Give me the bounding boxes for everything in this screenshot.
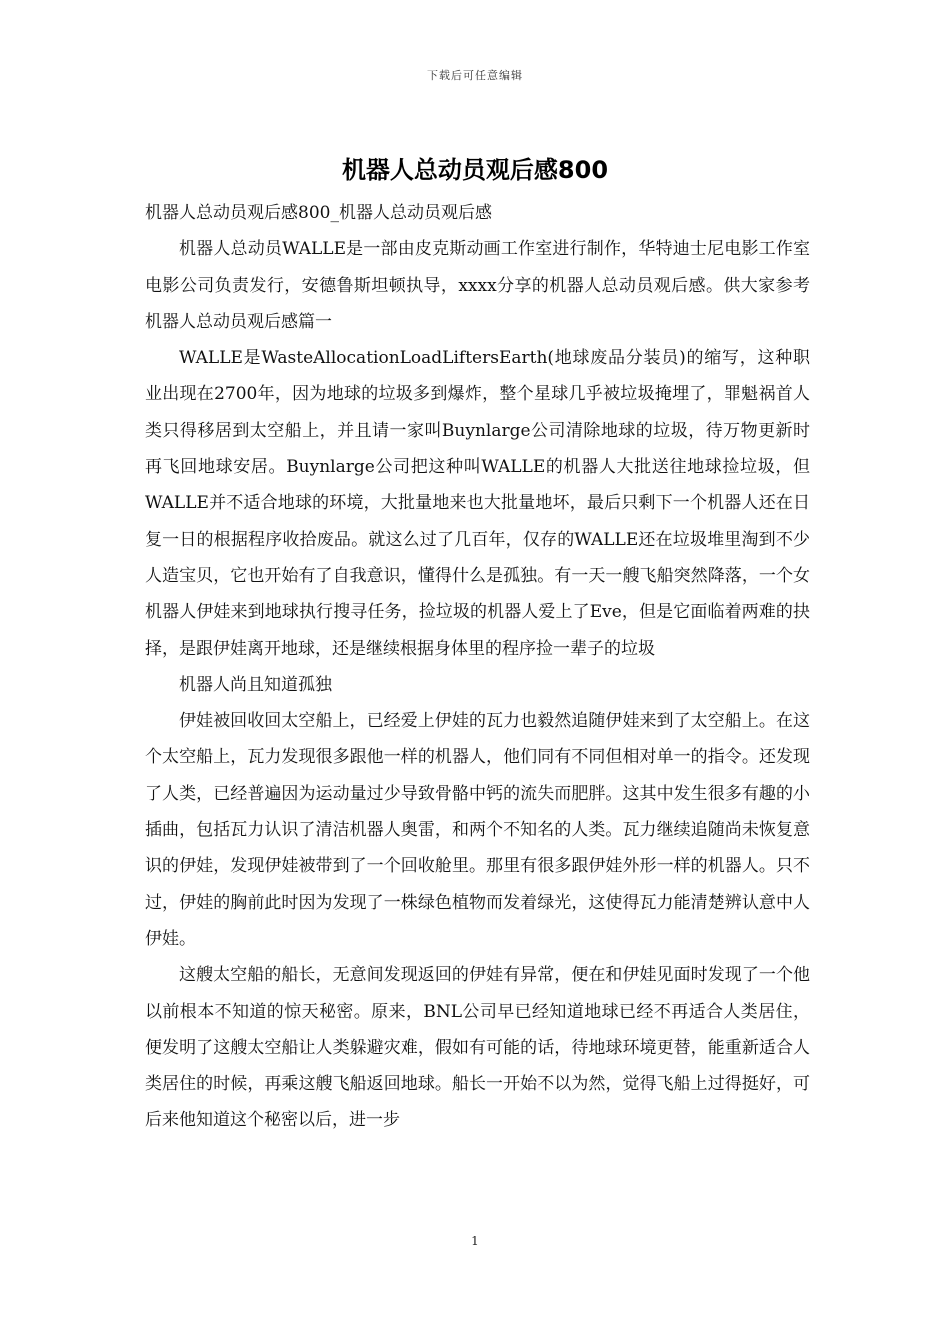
- document-body: [145, 195, 810, 1139]
- paragraph-walle-background: WALLE是WasteAllocationLoadLiftersEarth(地球废品分装员)的缩写，这种职业出现在2700年，因为地球的垃圾多到爆炸，整个星球几乎被垃圾掩埋了，罪魁祸首人类只得移居到太空船上，并且请一家叫Buynlarge公司清除地球的垃圾，待万物更新时再飞回地球安居。Buynlarge公司把这种叫WALLE的机器人大批送往地球捡垃圾，但WALLE并不适合地球的环境，大批量地来也大批量地坏，最后只剩下一个机器人还在日复一日的根据程序收拾废品。就这么过了几百年，仅存的WALLE还在垃圾堆里淘到不少人造宝贝，它也开始有了自我意识，懂得什么是孤独。有一天一艘飞船突然降落，一个女机器人伊娃来到地球执行搜寻任务，捡垃圾的机器人爱上了Eve，但是它面临着两难的抉择，是跟伊娃离开地球，还是继续根据身体里的程序捡一辈子的垃圾: [145, 348, 810, 659]
- paragraph-intro: 机器人总动员WALLE是一部由皮克斯动画工作室进行制作，华特迪士尼电影工作室电影公司负责发行，安德鲁斯坦顿执导，xxxx分享的机器人总动员观后感。供大家参考机器人总动员观后感篇一: [145, 239, 810, 332]
- page-header-note: 下载后可任意编辑: [427, 69, 523, 82]
- document-title: 机器人总动员观后感800: [341, 156, 609, 184]
- document-subtitle: 机器人总动员观后感800_机器人总动员观后感: [145, 203, 492, 223]
- page-number: 1: [471, 1234, 479, 1248]
- paragraph-spaceship: 伊娃被回收回太空船上，已经爱上伊娃的瓦力也毅然追随伊娃来到了太空船上。在这个太空船上，瓦力发现很多跟他一样的机器人，他们同有不同但相对单一的指令。还发现了人类，已经普遍因为运动量过少导致骨骼中钙的流失而肥胖。这其中发生很多有趣的小插曲，包括瓦力认识了清洁机器人奥雷，和两个不知名的人类。瓦力继续追随尚未恢复意识的伊娃，发现伊娃被带到了一个回收舱里。那里有很多跟伊娃外形一样的机器人。只不过，伊娃的胸前此时因为发现了一株绿色植物而发着绿光，这使得瓦力能清楚辨认意中人伊娃。: [145, 711, 810, 949]
- paragraph-section-heading: 机器人尚且知道孤独: [179, 674, 332, 695]
- paragraph-captain: 这艘太空船的船长，无意间发现返回的伊娃有异常，便在和伊娃见面时发现了一个他以前根本不知道的惊天秘密。原来，BNL公司早已经知道地球已经不再适合人类居住，便发明了这艘太空船让人类躲避灾难，假如有可能的话，待地球环境更替，能重新适合人类居住的时候，再乘这艘飞船返回地球。船长一开始不以为然，觉得飞船上过得挺好，可后来他知道这个秘密以后，进一步: [145, 965, 810, 1131]
